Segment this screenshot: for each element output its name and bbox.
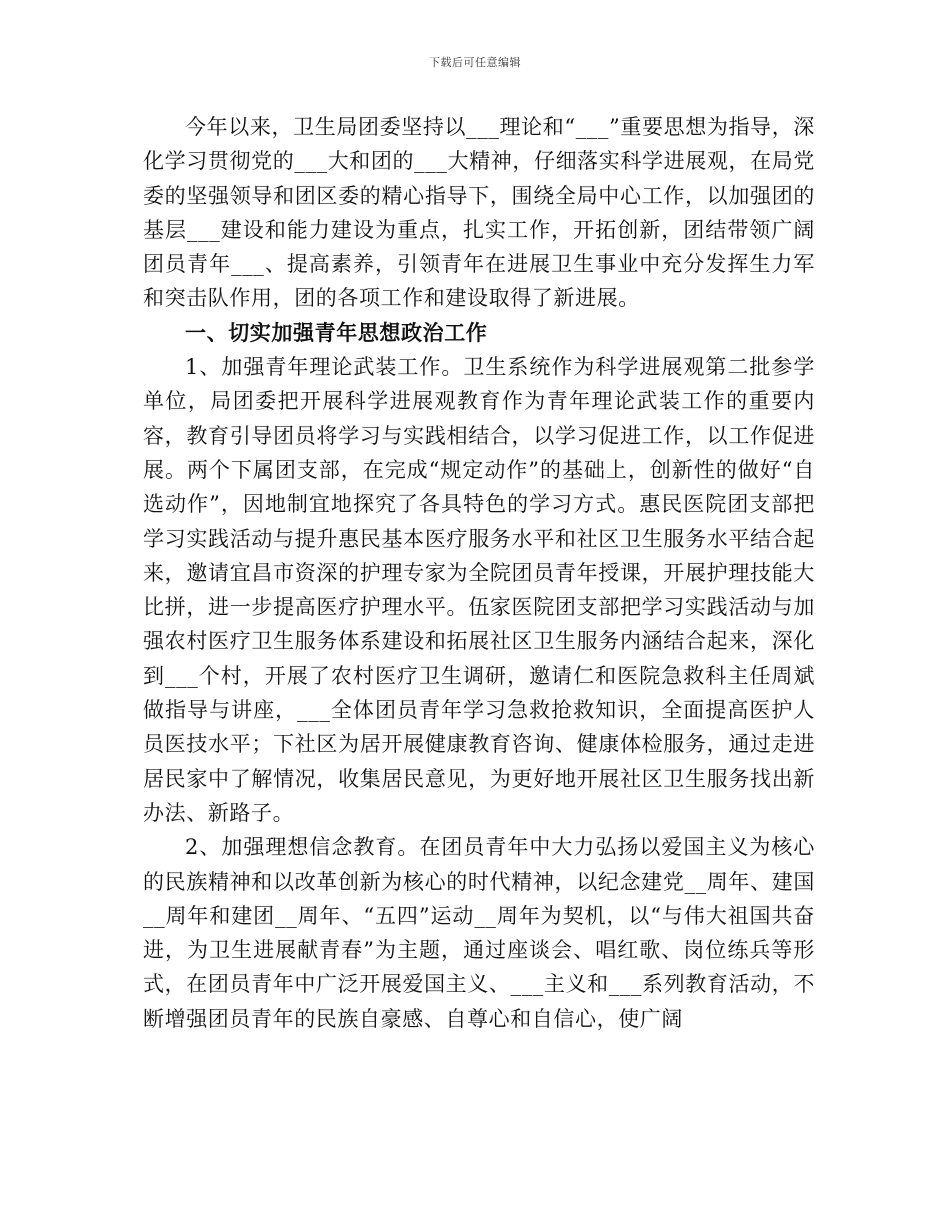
intro-paragraph: 今年以来，卫生局团委坚持以___理论和“___”重要思想为指导，深化学习贯彻党的___大和团的___大精神，仔细落实科学进展观，在局党委的坚强领导和团区委的精心指导下，围绕全局中心工作，以加强团的基层___建设和能力建设为重点，扎实工作，开拓创新，团结带领广阔团员青年___、提高素养，引领青年在进展卫生事业中充分发挥生力军和突击队作用，团的各项工作和建设取得了新进展。: [143, 115, 815, 311]
page-header: 下载后可任意编辑: [429, 56, 521, 69]
document-body: [143, 110, 815, 1036]
item-2-paragraph: 2、加强理想信念教育。在团员青年中大力弘扬以爱国主义为核心的民族精神和以改革创新为核心的时代精神，以纪念建党__周年、建国__周年和建团__周年、“五四”运动__周年为契机，以“与伟大祖国共奋进，为卫生进展献青春”为主题，通过座谈会、唱红歌、岗位练兵等形式，在团员青年中广泛开展爱国主义、___主义和___系列教育活动，不断增强团员青年的民族自豪感、自尊心和自信心，使广阔: [143, 835, 815, 1031]
item-1-paragraph: 1、加强青年理论武装工作。卫生系统作为科学进展观第二批参学单位，局团委把开展科学进展观教育作为青年理论武装工作的重要内容，教育引导团员将学习与实践相结合，以学习促进工作，以工作促进展。两个下属团支部，在完成“规定动作”的基础上，创新性的做好“自选动作”，因地制宜地探究了各具特色的学习方式。惠民医院团支部把学习实践活动与提升惠民基本医疗服务水平和社区卫生服务水平结合起来，邀请宜昌市资深的护理专家为全院团员青年授课，开展护理技能大比拼，进一步提高医疗护理水平。伍家医院团支部把学习实践活动与加强农村医疗卫生服务体系建设和拓展社区卫生服务内涵结合起来，深化到___个村，开展了农村医疗卫生调研，邀请仁和医院急救科主任周斌做指导与讲座，___全体团员青年学习急救抢救知识，全面提高医护人员医技水平；下社区为居开展健康教育咨询、健康体检服务，通过走进居民家中了解情况，收集居民意见，为更好地开展社区卫生服务找出新办法、新路子。: [143, 355, 815, 825]
section-heading: 一、切实加强青年思想政治工作: [185, 319, 488, 345]
